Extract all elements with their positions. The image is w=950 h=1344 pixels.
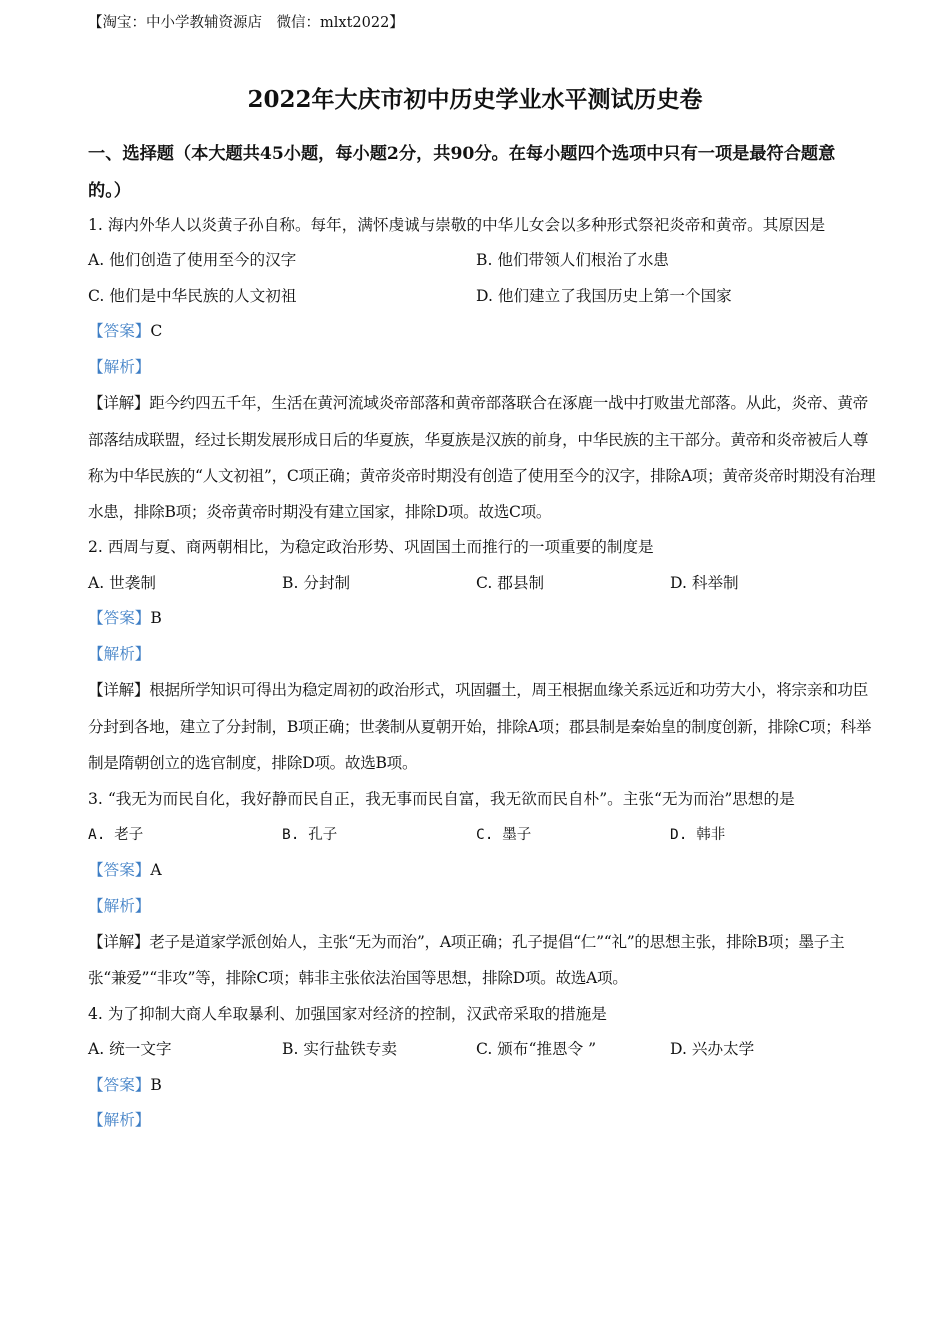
analysis-label: 【解析】: [88, 1111, 151, 1130]
question-3-options: [88, 818, 878, 854]
question-2-detail: [88, 672, 878, 781]
detail-text: 距今约四五千年，生活在黄河流域炎帝部落和黄帝部落联合在涿鹿一战中打败蚩尤部落。从此，炎帝、黄帝部落结成联盟，经过长期发展形成日后的华夏族，华夏族是汉族的前身，中华民族的主干部分。黄帝和炎帝被后人尊称为中华民族的“人文初祖”，C项正确；黄帝炎帝时期没有创造了使用至今的汉字，排除A项；黄帝炎帝时期没有治理水患，排除B项；炎帝黄帝时期没有建立国家，排除D项。故选C项。: [88, 394, 876, 522]
option-d: D. 他们建立了我国历史上第一个国家: [476, 286, 732, 305]
option-d: D. 科举制: [670, 573, 739, 592]
question-3-analysis: [88, 889, 878, 925]
section-heading: 一、选择题（本大题共45小题，每小题2分，共90分。在每小题四个选项中只有一项是最符合题意的。）: [88, 144, 836, 201]
answer-value: B: [150, 609, 162, 628]
question-3: [88, 781, 878, 996]
detail-label: 【详解】: [88, 933, 150, 952]
answer-label: 【答案】: [88, 1075, 151, 1094]
question-4-options: [88, 1032, 878, 1068]
detail-text: 老子是道家学派创始人，主张“无为而治”，A项正确；孔子提倡“仁”“礼”的思想主张，排除B项；墨子主张“兼爱”“非攻”等，排除C项；韩非主张依法治国等思想，排除D项。故选A项。: [88, 933, 845, 988]
question-2-analysis: [88, 637, 878, 673]
option-c: C. 墨子: [476, 826, 532, 843]
question-2: [88, 530, 878, 781]
option-a: A. 他们创造了使用至今的汉字: [88, 251, 297, 270]
question-2-options: [88, 566, 878, 602]
option-a: A. 老子: [88, 826, 144, 843]
answer-label: 【答案】: [88, 609, 151, 628]
question-1: [88, 207, 878, 530]
answer-value: B: [150, 1075, 162, 1094]
answer-label: 【答案】: [88, 322, 151, 341]
option-c: C. 郡县制: [476, 573, 545, 592]
answer-value: A: [150, 861, 162, 880]
option-b: B. 实行盐铁专卖: [282, 1040, 397, 1059]
question-1-options-row-1: [88, 243, 878, 279]
analysis-label: 【解析】: [88, 644, 151, 663]
question-4-stem: 4. 为了抑制大商人牟取暴利、加强国家对经济的控制，汉武帝采取的措施是: [88, 1004, 607, 1023]
option-b: B. 他们带领人们根治了水患: [476, 251, 669, 270]
option-b: B. 分封制: [282, 573, 351, 592]
question-3-stem: 3. “我无为而民自化，我好静而民自正，我无事而民自富，我无欲而民自朴”。主张“无为而治”思想的是: [88, 790, 795, 809]
question-3-detail: [88, 924, 878, 997]
question-1-stem: 1. 海内外华人以炎黄子孙自称。每年，满怀虔诚与崇敬的中华儿女会以多种形式祭祀炎帝和黄帝。其原因是: [88, 216, 826, 234]
question-list: [88, 207, 878, 1139]
detail-label: 【详解】: [88, 681, 150, 700]
question-1-answer: [88, 314, 878, 350]
question-1-options-row-2: [88, 279, 878, 315]
analysis-label: 【解析】: [88, 896, 151, 915]
option-a: A. 世袭制: [88, 573, 156, 592]
option-a: A. 统一文字: [88, 1040, 172, 1059]
question-4-analysis: [88, 1103, 878, 1139]
option-d: D. 兴办太学: [670, 1040, 755, 1059]
question-1-analysis: [88, 350, 878, 386]
option-b: B. 孔子: [282, 826, 338, 843]
question-4: [88, 997, 878, 1139]
analysis-label: 【解析】: [88, 357, 151, 376]
question-2-answer: [88, 601, 878, 637]
question-2-stem: 2. 西周与夏、商两朝相比，为稳定政治形势、巩固国土而推行的一项重要的制度是: [88, 538, 654, 557]
detail-text: 根据所学知识可得出为稳定周初的政治形式，巩固疆土，周王根据血缘关系远近和功劳大小，将宗亲和功臣分封到各地，建立了分封制，B项正确；世袭制从夏朝开始，排除A项；郡县制是秦始皇的制度创新，排除C项；科举制是隋朝创立的选官制度，排除D项。故选B项。: [88, 681, 872, 773]
answer-label: 【答案】: [88, 861, 151, 880]
shop-header-note: 【淘宝：中小学教辅资源店 微信：mlxt2022】: [88, 15, 404, 31]
option-c: C. 他们是中华民族的人文初祖: [88, 286, 297, 305]
question-3-answer: [88, 853, 878, 889]
detail-label: 【详解】: [88, 394, 150, 413]
answer-value: C: [150, 322, 163, 341]
page-title: 2022年大庆市初中历史学业水平测试历史卷: [247, 86, 703, 113]
question-1-detail: [88, 385, 878, 530]
question-4-answer: [88, 1068, 878, 1104]
option-d: D. 韩非: [670, 826, 726, 843]
option-c: C. 颁布“推恩令 ”: [476, 1040, 597, 1059]
